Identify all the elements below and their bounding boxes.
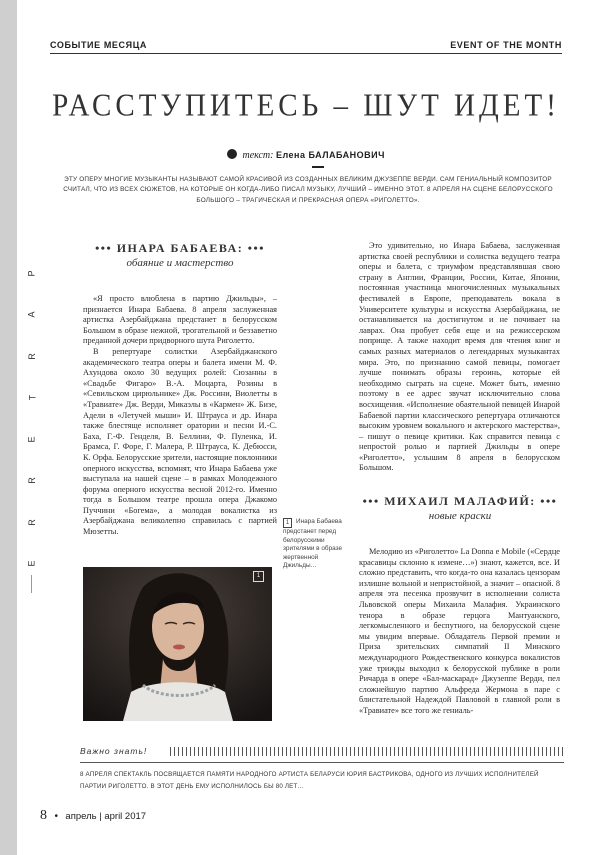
paragraph: Это удивительно, но Инара Бабаева, заслуженная артистка своей республики и солистка ведущего театра оперы и балета, с триумфом представлявшая свою страну в Англии, Франции, России, Китае, Японии, постоянная участница многочисленных музыкальных фестивалей в Европе, преподаватель вокала в Университете культуры и искусства Азербайджана, не останавливается на достигнутом и не почивает на лаврах. Она пробует себя еще и на режиссерском поприще. А также находит время для чтения книг и самых разных материалов о легендарных музыкантах мира. Это, по признанию самой певицы, помогает лучше понимать образы героинь, которые ей необходимо сыграть на сцене. Может быть, именно поэтому в ее адрес звучат исключительно слова восхищения. «Исполнение обаятельной певицей Инарой Бабаевой партии классического репертуара отличаются высоким уровнем вокального и актерского мастерства», – пишут о певице критики. Как справится певица с непростой ролью и партией Джильды в опере «Риголетто», услышим 8 апреля в белорусском Большом.: [359, 241, 560, 473]
subheading-deck: обаяние и мастерство: [126, 257, 234, 269]
byline: [50, 149, 562, 161]
header-rule: [50, 53, 562, 54]
side-letter: E: [26, 435, 37, 443]
side-letter: T: [27, 394, 37, 401]
subheading-title: ••• ИНАРА БАБАЕВА: •••: [95, 241, 265, 255]
side-letter: E: [26, 559, 37, 567]
column-left-text: [83, 294, 277, 538]
subheading-malafiy: [360, 494, 560, 522]
column-right-text: [359, 241, 560, 474]
subheading-deck: новые краски: [428, 510, 492, 522]
text-author-icon: [227, 149, 237, 159]
byline-dash: [312, 166, 324, 168]
footer-separator: •: [54, 811, 58, 822]
subheading-title: ••• МИХАИЛ МАЛАФИЙ: •••: [362, 494, 558, 508]
paragraph: Мелодию из «Риголетто» La Donna e Mobile («Сердце красавицы склонно к измене…») знают, кажется, все. И сложно представить, что когда-то она казалась цензорам излишне вольной и непристойной, а значит – опасной. 8 апреля эта песенка прозвучит в исполнении солиста Львовской оперы Михаила Малафия. Украинского тенора в образе герцога Мантуанского, легкомысленного и беспутного, на белорусской сцене мы увидим впервые. Обладатель Первой премии и Приза зрительских симпатий II Минского международного Рождественского конкурса вокалистов уже трижды выходил к белорусской публике в роли Ричарда в опере «Бал-маскарад» Джузеппе Верди, пел сложнейшую партию Альфреда Жермона в паре с блистательной Надеждой Павловой в главной роли в «Травиате» все того же гениаль-: [359, 547, 560, 715]
byline-author: Елена БАЛАБАНОВИЧ: [275, 150, 385, 160]
photo-number: 1: [253, 571, 264, 582]
important-note-label: Важно знать!: [80, 746, 148, 756]
page-edge-band: [0, 0, 17, 855]
side-divider: [31, 575, 32, 593]
running-header: [50, 40, 562, 60]
photo-caption: [283, 518, 351, 571]
singer-photo-image: [83, 567, 272, 721]
paragraph: В репертуаре солистки Азербайджанского академического театра оперы и балета имени М. Ф. Ахундова около 30 ведущих ролей: Сюзанны в «Свадьбе Фигаро» В.-А. Моцарта, Розины в «Севильском цирюльнике» Дж. Россини, Виолетты в «Травиате» Дж. Верди, Микаэлы в «Кармен» Ж. Бизе, Адели в «Летучей мыши» И. Штрауса и др. Инара также блестяще исполняет оратории и песни И.-С. Баха, Г.-Ф. Генделя, В. Беллини, Ф. Пуленка, И. Брамса, Г. Форе, Г. Малера, Р. Штрауса, К. Дебюсси, К. Орфа. Белорусские зрители, настоящие поклонники оперного искусства, вспомнят, что Инара Бабаева уже выступала на нашей сцене – в рамках Молодежного форума оперного искусства весной 2012-го. Именно тогда в Большом театре прошла опера Джакомо Пуччини «Богема», а молодая вокалистка из Азербайджана великолепно справилась с партией Мюзетты.: [83, 346, 277, 537]
important-note-header: [80, 746, 564, 760]
decorative-stripes: [170, 747, 564, 756]
article-title: РАССТУПИТЕСЬ – ШУТ ИДЕТ!: [52, 88, 560, 124]
singer-photo: [83, 567, 272, 721]
side-letter: R: [27, 352, 37, 360]
side-letter: R: [27, 517, 37, 526]
page-number: 8: [40, 808, 47, 823]
issue-date: апрель | april 2017: [65, 811, 147, 822]
section-vertical-label: [26, 268, 38, 568]
caption-text: Инара Бабаева предстанет перед белорусскими зрителями в образе жертвенной Джильды…: [283, 518, 343, 570]
caption-number: 1: [283, 518, 292, 528]
header-section-ru: СОБЫТИЕ МЕСЯЦА: [50, 40, 147, 50]
byline-label: текст:: [242, 150, 274, 161]
side-letter: R: [27, 476, 37, 484]
column-right-text-2: [359, 547, 560, 717]
page-footer: [40, 806, 146, 824]
side-letter: P: [26, 269, 37, 277]
note-rule: [80, 762, 564, 763]
side-letter: A: [26, 310, 37, 318]
paragraph: «Я просто влюблена в партию Джильды», – признается Инара Бабаева. 8 апреля заслуженная артистка Азербайджана предстанет в белорусском Большом в образе нежной, трогательной и беззаветно преданной дочери придворного шута Риголетто.: [83, 294, 277, 346]
header-section-en: EVENT OF THE MONTH: [450, 40, 562, 50]
subheading-babaeva: [82, 241, 278, 269]
important-note-text: 8 АПРЕЛЯ СПЕКТАКЛЬ ПОСВЯЩАЕТСЯ ПАМЯТИ НАРОДНОГО АРТИСТА БЕЛАРУСИ ЮРИЯ БАСТРИКОВА, ОДНОГО ИЗ ЛУЧШИХ ИСПОЛНИТЕЛЕЙ ПАРТИИ РИГОЛЕТТО. В ЭТОТ ДЕНЬ ЕМУ ИСПОЛНИЛОСЬ БЫ 80 ЛЕТ…: [80, 771, 539, 790]
article-lead: ЭТУ ОПЕРУ МНОГИЕ МУЗЫКАНТЫ НАЗЫВАЮТ САМОЙ КРАСИВОЙ ИЗ СОЗДАННЫХ ВЕЛИКИМ ДЖУЗЕППЕ ВЕРДИ. САМ ГЕНИАЛЬНЫЙ КОМПОЗИТОР СЧИТАЛ, ЧТО ИЗ ВСЕХ СЮЖЕТОВ, НА КОТОРЫЕ ОН КОГДА-ЛИБО ПИСАЛ МУЗЫКУ, ЛУЧШИЙ – ИМЕННО ЭТОТ. 8 АПРЕЛЯ НА СЦЕНЕ БЕЛОРУССКОГО БОЛЬШОГО – ТРАГИЧЕСКАЯ И ПРЕКРАСНАЯ ОПЕРА «РИГОЛЕТТО».: [63, 176, 553, 204]
